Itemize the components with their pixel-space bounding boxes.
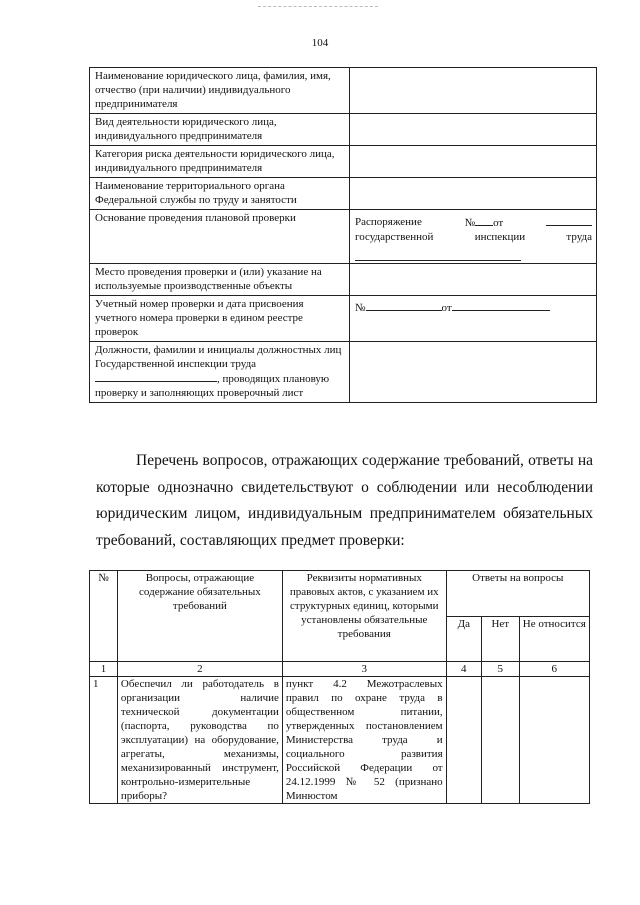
- basis-number-sign: №: [464, 217, 476, 229]
- table-row: [90, 264, 597, 296]
- label-officials-part1: Должности, фамилии и инициалы должностных лиц Государственной инспекции труда: [95, 344, 342, 370]
- header-requisites: Реквизиты нормативных правовых актов, с указанием их структурных единиц, которыми установлены обязательные требования: [282, 571, 446, 662]
- value-activity-type[interactable]: [350, 114, 597, 146]
- header-not-applicable: Не относится: [519, 616, 589, 662]
- reg-from-word: от: [441, 302, 452, 314]
- value-inspection-basis[interactable]: [350, 210, 597, 264]
- label-registration-number: Учетный номер проверки и дата присвоения учетного номера проверки в едином реестре проверок: [90, 296, 350, 342]
- header-yes: Да: [446, 616, 481, 662]
- value-risk-category[interactable]: [350, 146, 597, 178]
- table-row: [90, 296, 597, 342]
- label-legal-entity-name: Наименование юридического лица, фамилия, имя, отчество (при наличии) индивидуального предпринимателя: [90, 68, 350, 114]
- table-row: [90, 178, 597, 210]
- label-territorial-body: Наименование территориального органа Федеральной службы по труду и занятости: [90, 178, 350, 210]
- officials-inspection-blank[interactable]: [95, 371, 217, 382]
- reg-number-sign: №: [355, 302, 366, 314]
- column-number: 3: [282, 662, 446, 677]
- column-number: 6: [519, 662, 589, 677]
- basis-underline: [355, 260, 521, 261]
- inspection-info-table: [89, 67, 597, 403]
- row-number: 1: [90, 677, 118, 804]
- basis-from-word: от: [493, 217, 504, 229]
- label-risk-category: Категория риска деятельности юридического лица, индивидуального предпринимателя: [90, 146, 350, 178]
- value-officials[interactable]: [350, 342, 597, 403]
- label-inspection-basis: Основание проведения плановой проверки: [90, 210, 350, 264]
- page-top-mark: [258, 6, 378, 7]
- label-officials: [90, 342, 350, 403]
- value-registration-number[interactable]: [350, 296, 597, 342]
- heading-text: Перечень вопросов, отражающих содержание требований, ответы на которые однозначно свидетельствуют о соблюдении или несоблюдении юридическим лицом, индивидуальным предпринимателем обязательных требований, составляющих предмет проверки:: [96, 452, 593, 549]
- reg-number-blank[interactable]: [366, 300, 442, 311]
- header-number: №: [90, 571, 118, 662]
- answer-yes-cell[interactable]: [446, 677, 481, 804]
- table-row: [90, 677, 590, 804]
- column-number: 5: [481, 662, 519, 677]
- row-question: Обеспечил ли работодатель в организации наличие технической документации (паспорта, руководства по эксплуатации) на оборудование, агрегаты, механизмы, механизированный инструмент, контрольно-измерительные приборы?: [117, 677, 282, 804]
- questions-list-heading: [96, 448, 593, 554]
- value-territorial-body[interactable]: [350, 178, 597, 210]
- basis-date-blank[interactable]: [546, 215, 592, 226]
- header-no: Нет: [481, 616, 519, 662]
- basis-number-blank[interactable]: [475, 215, 493, 226]
- table-row: [90, 146, 597, 178]
- questions-table: [89, 570, 590, 804]
- row-requisites: пункт 4.2 Межотраслевых правил по охране труда в общественном питании, утвержденных постановлением Министерства труда и социального развития Российской Федерации от 24.12.1999 № 52 (признано Минюстом: [282, 677, 446, 804]
- column-numbers-row: [90, 662, 590, 677]
- column-number: 4: [446, 662, 481, 677]
- table-row: [90, 114, 597, 146]
- header-row: [90, 571, 590, 617]
- label-inspection-place: Место проведения проверки и (или) указание на используемые производственные объекты: [90, 264, 350, 296]
- table-row: [90, 342, 597, 403]
- reg-date-blank[interactable]: [452, 300, 550, 311]
- answer-no-cell[interactable]: [481, 677, 519, 804]
- basis-word-inspection: инспекции: [474, 231, 526, 243]
- table-row: [90, 210, 597, 264]
- basis-word-labor: труда: [566, 231, 592, 243]
- column-number: 2: [117, 662, 282, 677]
- page-number: 104: [311, 37, 329, 49]
- value-legal-entity-name[interactable]: [350, 68, 597, 114]
- label-activity-type: Вид деятельности юридического лица, индивидуального предпринимателя: [90, 114, 350, 146]
- basis-order-word: Распоряжение: [355, 216, 422, 228]
- table-row: [90, 68, 597, 114]
- label-officials-part2: , проводящих плановую проверку и заполняющих проверочный лист: [95, 373, 330, 399]
- header-question: Вопросы, отражающие содержание обязательных требований: [117, 571, 282, 662]
- header-answers: Ответы на вопросы: [446, 571, 589, 617]
- column-number: 1: [90, 662, 118, 677]
- answer-na-cell[interactable]: [519, 677, 589, 804]
- value-inspection-place[interactable]: [350, 264, 597, 296]
- basis-word-state: государственной: [355, 231, 434, 243]
